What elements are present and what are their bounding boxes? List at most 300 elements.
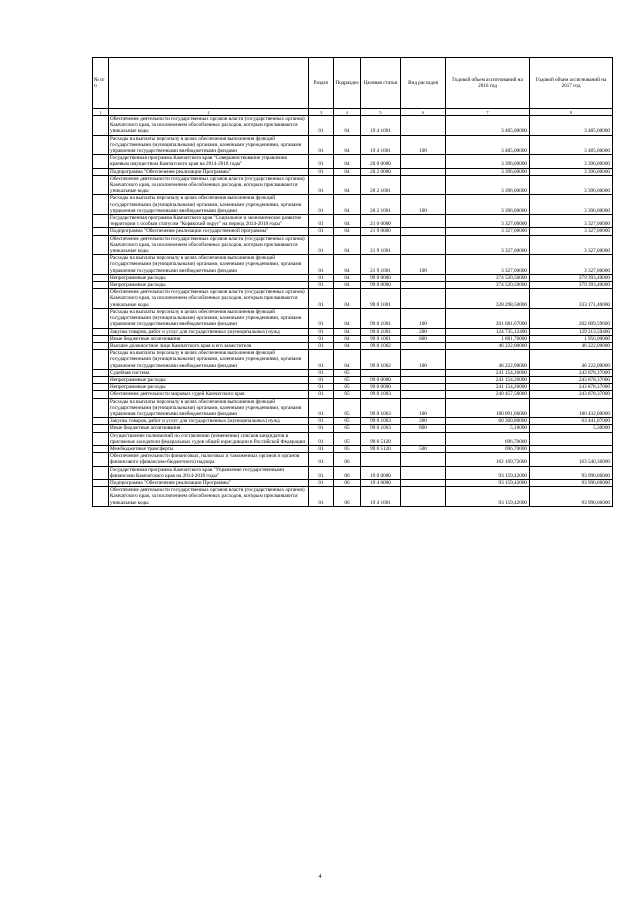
column-number: 2 (109, 109, 309, 116)
target-article-cell: 19 4 1001 (361, 116, 401, 136)
target-article-cell: 99 0 1001 (361, 308, 401, 328)
subsection-cell: 05 (334, 398, 361, 418)
amount-2016-cell: 1 881,70000 (446, 335, 530, 342)
expense-name-cell: Подпрограмма "Обеспечение реализации государственной программы" (109, 228, 309, 235)
amount-2017-cell: 46 222,00000 (530, 350, 613, 370)
amount-2017-cell: 3 396,00000 (530, 175, 613, 195)
expense-name-cell: Расходы на выплаты персоналу в целях обеспечения выполнения функций государственными (муниципальными) органами, казенными учреждениями, органами управления государственными внебюджетными фондами (109, 398, 309, 418)
section-cell: 01 (309, 255, 334, 275)
table-row (93, 308, 613, 328)
expense-name-cell: Обеспечение деятельности государственных органов власти (государственных органов) Камчатского края, за исключением обособленных расходов, которым присваиваются уникальные коды (109, 175, 309, 195)
section-cell: 01 (309, 418, 334, 425)
expense-type-cell (401, 116, 446, 136)
subsection-cell: 04 (334, 328, 361, 335)
amount-2017-cell: 180 432,00000 (530, 398, 613, 418)
amount-2017-cell: 243 878,37000 (530, 369, 613, 376)
table-row (93, 391, 613, 398)
header-amount-2017: Годовой объем ассигнований на 2017 год (530, 58, 613, 109)
section-cell: 01 (309, 274, 334, 281)
table-row (93, 479, 613, 486)
target-article-cell: 99 0 0000 (361, 384, 401, 391)
expense-type-cell (401, 376, 446, 383)
expense-name-cell: Межбюджетные трансферты (109, 445, 309, 452)
expense-type-cell: 200 (401, 328, 446, 335)
amount-2017-cell: 202 009,59600 (530, 308, 613, 328)
target-article-cell: 99 0 5120 (361, 445, 401, 452)
section-cell: 01 (309, 342, 334, 349)
subsection-cell: 04 (334, 255, 361, 275)
target-article-cell: 99 0 1003 (361, 391, 401, 398)
amount-2016-cell: 241 154,26000 (446, 369, 530, 376)
section-cell: 01 (309, 195, 334, 215)
header-subsection: Подраздел (334, 58, 361, 109)
amount-2017-cell (530, 432, 613, 445)
expense-name-cell: Иные бюджетные ассигнования (109, 335, 309, 342)
expense-type-cell (401, 391, 446, 398)
subsection-cell: 06 (334, 453, 361, 466)
amount-2016-cell: 241 154,26000 (446, 376, 530, 383)
expense-type-cell (401, 168, 446, 175)
table-row (93, 282, 613, 289)
table-row (93, 369, 613, 376)
section-cell: 01 (309, 116, 334, 136)
section-cell: 01 (309, 350, 334, 370)
subsection-cell: 05 (334, 418, 361, 425)
amount-2017-cell: 243 878,37000 (530, 384, 613, 391)
section-cell: 01 (309, 376, 334, 383)
expense-name-cell: Непрограммные расходы (109, 376, 309, 383)
amount-2017-cell: 379 393,40000 (530, 282, 613, 289)
expense-name-cell: Государственная программа Камчатского края "Совершенствование управления краевым имуществом Камчатского края на 2014-2018 годы" (109, 155, 309, 168)
table-row (93, 195, 613, 215)
amount-2017-cell: 3 327,00000 (530, 235, 613, 255)
expense-name-cell: Непрограммные расходы (109, 282, 309, 289)
section-cell: 01 (309, 135, 334, 155)
table-row (93, 342, 613, 349)
target-article-cell: 19 4 1001 (361, 487, 401, 507)
table-row (93, 432, 613, 445)
target-article-cell: 99 0 5120 (361, 432, 401, 445)
row-number-cell (93, 391, 109, 398)
expense-name-cell: Подпрограмма "Обеспечение реализации Программы" (109, 168, 309, 175)
table-row (93, 289, 613, 309)
subsection-cell: 05 (334, 376, 361, 383)
amount-2017-cell: 46 222,00000 (530, 342, 613, 349)
amount-2016-cell: 60 360,80000 (446, 418, 530, 425)
target-article-cell: 99 0 1003 (361, 425, 401, 432)
expense-type-cell: 200 (401, 418, 446, 425)
section-cell: 01 (309, 168, 334, 175)
column-number: 7 (446, 109, 530, 116)
expense-name-cell: Высшее должностное лицо Камчатского края и его заместители (109, 342, 309, 349)
row-number-cell (93, 328, 109, 335)
expense-name-cell: Иные бюджетные ассигнования (109, 425, 309, 432)
expense-type-cell (401, 235, 446, 255)
expense-name-cell: Непрограммные расходы (109, 384, 309, 391)
amount-2016-cell: 93 159,42000 (446, 479, 530, 486)
subsection-cell: 04 (334, 228, 361, 235)
header-section: Раздел (309, 58, 334, 109)
expense-name-cell: Закупка товаров, работ и услуг для государственных (муниципальных) нужд (109, 418, 309, 425)
table-row (93, 255, 613, 275)
expense-name-cell: Непрограммные расходы (109, 274, 309, 281)
column-number-row (93, 109, 613, 116)
amount-2017-cell: 3 485,00000 (530, 116, 613, 136)
row-number-cell (93, 342, 109, 349)
amount-2016-cell: 696,70000 (446, 445, 530, 452)
column-number: 6 (401, 109, 446, 116)
amount-2016-cell: 124 735,12400 (446, 328, 530, 335)
expense-type-cell: 100 (401, 398, 446, 418)
row-number-cell (93, 168, 109, 175)
subsection-cell: 06 (334, 479, 361, 486)
amount-2017-cell: 163 540,36000 (530, 453, 613, 466)
amount-2017-cell: 93 990,66000 (530, 479, 613, 486)
expense-name-cell: Обеспечение деятельности государственных органов власти (государственных органов) Камчатского края, за исключением обособленных расходов, которым присваиваются уникальные коды (109, 487, 309, 507)
section-cell: 01 (309, 335, 334, 342)
amount-2016-cell: 3 327,00000 (446, 228, 530, 235)
header-target-article: Целевая статья (361, 58, 401, 109)
expense-type-cell: 100 (401, 195, 446, 215)
amount-2016-cell: 3 485,00000 (446, 135, 530, 155)
amount-2016-cell: 3 396,00000 (446, 175, 530, 195)
expense-type-cell (401, 228, 446, 235)
expense-name-cell: Расходы на выплаты персоналу в целях обеспечения выполнения функций государственными (муниципальными) органами, казенными учреждениями, органами управления государственными внебюджетными фондами (109, 308, 309, 328)
amount-2017-cell: 5,30000 (530, 425, 613, 432)
amount-2016-cell: 3 396,00000 (446, 195, 530, 215)
amount-2016-cell: 5,10000 (446, 425, 530, 432)
target-article-cell (361, 369, 401, 376)
target-article-cell: 99 0 1003 (361, 398, 401, 418)
table-row (93, 116, 613, 136)
expense-name-cell: Государственная программа Камчатского края "Управление государственными финансами Камчатского края на 2014-2018 годы" (109, 466, 309, 479)
column-number: 8 (530, 109, 613, 116)
expense-type-cell (401, 466, 446, 479)
expense-type-cell (401, 215, 446, 228)
row-number-cell (93, 195, 109, 215)
section-cell: 01 (309, 479, 334, 486)
subsection-cell: 04 (334, 155, 361, 168)
amount-2016-cell: 3 327,00000 (446, 255, 530, 275)
target-article-cell: 99 0 1002 (361, 350, 401, 370)
row-number-cell (93, 308, 109, 328)
column-number: 3 (309, 109, 334, 116)
subsection-cell: 05 (334, 369, 361, 376)
subsection-cell: 04 (334, 282, 361, 289)
amount-2016-cell: 328 298,50000 (446, 289, 530, 309)
expense-type-cell: 100 (401, 255, 446, 275)
section-cell: 01 (309, 328, 334, 335)
table-row (93, 453, 613, 466)
row-number-cell (93, 282, 109, 289)
table-row (93, 235, 613, 255)
target-article-cell: 99 0 1001 (361, 328, 401, 335)
subsection-cell: 05 (334, 391, 361, 398)
section-cell: 01 (309, 235, 334, 255)
amount-2016-cell: 93 159,42000 (446, 487, 530, 507)
section-cell: 01 (309, 215, 334, 228)
table-body (93, 116, 613, 507)
subsection-cell: 04 (334, 235, 361, 255)
expense-type-cell (401, 479, 446, 486)
subsection-cell: 04 (334, 289, 361, 309)
subsection-cell: 04 (334, 135, 361, 155)
expense-name-cell: Расходы на выплаты персоналу в целях обеспечения выполнения функций государственными (муниципальными) органами, казенными учреждениями, органами управления государственными внебюджетными фондами (109, 195, 309, 215)
expense-name-cell: Расходы на выплаты персоналу в целях обеспечения выполнения функций государственными (муниципальными) органами, казенными учреждениями, органами управления государственными внебюджетными фондами (109, 255, 309, 275)
subsection-cell: 05 (334, 432, 361, 445)
amount-2016-cell: 696,70000 (446, 432, 530, 445)
table-row (93, 228, 613, 235)
row-number-cell (93, 350, 109, 370)
table-row (93, 215, 613, 228)
target-article-cell (361, 453, 401, 466)
amount-2017-cell: 1 956,00000 (530, 335, 613, 342)
subsection-cell: 06 (334, 487, 361, 507)
amount-2017-cell: 3 396,00000 (530, 155, 613, 168)
amount-2016-cell: 93 159,42000 (446, 466, 530, 479)
amount-2016-cell: 180 091,66000 (446, 398, 530, 418)
expense-type-cell (401, 342, 446, 349)
amount-2016-cell: 3 396,00000 (446, 168, 530, 175)
table-row (93, 335, 613, 342)
target-article-cell: 21 9 1001 (361, 255, 401, 275)
expense-name-cell: Обеспечение деятельности государственных органов власти (государственных органов) Камчатского края, за исключением обособленных расходов, которым присваиваются уникальные коды (109, 289, 309, 309)
row-number-cell (93, 135, 109, 155)
table-row (93, 155, 613, 168)
header-number: № п/п (93, 58, 109, 109)
section-cell: 01 (309, 155, 334, 168)
table-row (93, 418, 613, 425)
target-article-cell: 21 0 0000 (361, 215, 401, 228)
target-article-cell: 21 9 1001 (361, 235, 401, 255)
expense-type-cell: 800 (401, 335, 446, 342)
amount-2017-cell: 3 485,00000 (530, 135, 613, 155)
subsection-cell: 04 (334, 116, 361, 136)
expense-name-cell: Подпрограмма "Обеспечение реализации Программы" (109, 479, 309, 486)
target-article-cell: 99 0 1001 (361, 335, 401, 342)
row-number-cell (93, 398, 109, 418)
subsection-cell: 05 (334, 384, 361, 391)
row-number-cell (93, 445, 109, 452)
row-number-cell (93, 376, 109, 383)
target-article-cell: 20 0 0000 (361, 155, 401, 168)
section-cell: 01 (309, 175, 334, 195)
subsection-cell: 05 (334, 445, 361, 452)
expense-type-cell: 100 (401, 308, 446, 328)
amount-2016-cell: 46 222,00000 (446, 342, 530, 349)
header-amount-2016: Годовой объем ассигнований на 2016 год (446, 58, 530, 109)
row-number-cell (93, 369, 109, 376)
amount-2016-cell: 162 169,72000 (446, 453, 530, 466)
expense-type-cell (401, 155, 446, 168)
amount-2016-cell: 240 457,56000 (446, 391, 530, 398)
expense-type-cell (401, 384, 446, 391)
target-article-cell: 99 0 1001 (361, 289, 401, 309)
table-row (93, 445, 613, 452)
expense-type-cell (401, 453, 446, 466)
expense-name-cell: Государственная программа Камчатского края "Социальное и экономическое развитие территории с особым статусом "Корякский округ" на период 2014-2018 годы" (109, 215, 309, 228)
expense-name-cell: Обеспечение деятельности государственных органов власти (государственных органов) Камчатского края, за исключением обособленных расходов, которым присваиваются уникальные коды (109, 116, 309, 136)
row-number-cell (93, 453, 109, 466)
amount-2017-cell: 333 171,40000 (530, 289, 613, 309)
row-number-cell (93, 289, 109, 309)
row-number-cell (93, 255, 109, 275)
target-article-cell: 21 9 0000 (361, 228, 401, 235)
expense-name-cell: Расходы на выплаты персоналу в целях обеспечения выполнения функций государственными (муниципальными) органами, казенными учреждениями, органами управления государственными внебюджетными фондами (109, 350, 309, 370)
amount-2017-cell: 243 878,37000 (530, 391, 613, 398)
target-article-cell: 19 4 1001 (361, 135, 401, 155)
section-cell: 01 (309, 445, 334, 452)
subsection-cell: 04 (334, 342, 361, 349)
amount-2017-cell: 243 878,37000 (530, 376, 613, 383)
expense-type-cell (401, 432, 446, 445)
amount-2016-cell: 241 154,26000 (446, 384, 530, 391)
subsection-cell: 04 (334, 308, 361, 328)
amount-2017-cell: 63 441,07000 (530, 418, 613, 425)
expense-type-cell: 100 (401, 350, 446, 370)
subsection-cell: 04 (334, 195, 361, 215)
header-row (93, 58, 613, 109)
column-number: 5 (361, 109, 401, 116)
table-row (93, 274, 613, 281)
row-number-cell (93, 175, 109, 195)
row-number-cell (93, 155, 109, 168)
expense-type-cell (401, 282, 446, 289)
expense-type-cell (401, 369, 446, 376)
target-article-cell: 99 0 0000 (361, 376, 401, 383)
section-cell: 01 (309, 398, 334, 418)
amount-2017-cell: 3 396,00000 (530, 195, 613, 215)
section-cell: 01 (309, 308, 334, 328)
row-number-cell (93, 116, 109, 136)
amount-2017-cell (530, 445, 613, 452)
amount-2017-cell: 93 990,66000 (530, 487, 613, 507)
expense-name-cell: Осуществление полномочий по составлению (изменению) списков кандидатов в присяжные заседатели федеральных судов общей юрисдикции в Российской Федерации (109, 432, 309, 445)
section-cell: 01 (309, 369, 334, 376)
amount-2017-cell: 3 396,00000 (530, 168, 613, 175)
table-row (93, 466, 613, 479)
target-article-cell: 20 2 0000 (361, 168, 401, 175)
section-cell: 01 (309, 228, 334, 235)
amount-2017-cell: 3 327,00000 (530, 215, 613, 228)
target-article-cell: 99 0 1002 (361, 342, 401, 349)
subsection-cell: 05 (334, 425, 361, 432)
row-number-cell (93, 479, 109, 486)
row-number-cell (93, 425, 109, 432)
subsection-cell: 06 (334, 466, 361, 479)
row-number-cell (93, 274, 109, 281)
expense-name-cell: Закупка товаров, работ и услуг для государственных (муниципальных) нужд (109, 328, 309, 335)
expense-type-cell (401, 289, 446, 309)
expense-type-cell: 500 (401, 445, 446, 452)
row-number-cell (93, 335, 109, 342)
table-row (93, 350, 613, 370)
expense-name-cell: Обеспечение деятельности государственных органов власти (государственных органов) Камчатского края, за исключением обособленных расходов, которым присваиваются уникальные коды (109, 235, 309, 255)
table-row (93, 398, 613, 418)
target-article-cell: 99 0 1003 (361, 418, 401, 425)
expense-name-cell: Расходы на выплаты персоналу в целях обеспечения выполнения функций государственными (муниципальными) органами, казенными учреждениями, органами управления государственными внебюджетными фондами (109, 135, 309, 155)
section-cell: 01 (309, 384, 334, 391)
amount-2017-cell: 379 393,40000 (530, 274, 613, 281)
page-number: 4 (318, 874, 322, 880)
target-article-cell: 99 0 0000 (361, 274, 401, 281)
target-article-cell: 99 0 0000 (361, 282, 401, 289)
expense-name-cell: Обеспечение деятельности финансовых, налоговых и таможенных органов и органов финансового (финансово-бюджетного) надзора (109, 453, 309, 466)
amount-2016-cell: 3 485,00000 (446, 116, 530, 136)
section-cell: 01 (309, 282, 334, 289)
section-cell: 01 (309, 289, 334, 309)
amount-2017-cell: 93 990,66000 (530, 466, 613, 479)
column-number: 1 (93, 109, 109, 116)
section-cell: 01 (309, 453, 334, 466)
table-row (93, 425, 613, 432)
target-article-cell: 20 2 1001 (361, 175, 401, 195)
amount-2017-cell: 129 213,50400 (530, 328, 613, 335)
section-cell: 01 (309, 425, 334, 432)
section-cell: 01 (309, 466, 334, 479)
expense-name-cell: Обеспечение деятельности мировых судей Камчатского края (109, 391, 309, 398)
amount-2016-cell: 3 327,00000 (446, 235, 530, 255)
subsection-cell: 04 (334, 350, 361, 370)
expense-type-cell: 800 (401, 425, 446, 432)
amount-2016-cell: 46 222,00000 (446, 350, 530, 370)
target-article-cell: 19 0 0000 (361, 466, 401, 479)
expense-type-cell (401, 487, 446, 507)
row-number-cell (93, 418, 109, 425)
row-number-cell (93, 384, 109, 391)
table-row (93, 175, 613, 195)
section-cell: 01 (309, 391, 334, 398)
table-row (93, 376, 613, 383)
table-row (93, 135, 613, 155)
target-article-cell: 20 2 1001 (361, 195, 401, 215)
table-row (93, 384, 613, 391)
table-row (93, 487, 613, 507)
subsection-cell: 04 (334, 274, 361, 281)
target-article-cell: 19 4 0000 (361, 479, 401, 486)
section-cell: 01 (309, 487, 334, 507)
row-number-cell (93, 235, 109, 255)
row-number-cell (93, 215, 109, 228)
row-number-cell (93, 487, 109, 507)
amount-2017-cell: 3 327,00000 (530, 255, 613, 275)
expense-name-cell: Судебная система (109, 369, 309, 376)
budget-table (92, 57, 613, 507)
table-row (93, 168, 613, 175)
subsection-cell: 04 (334, 215, 361, 228)
amount-2016-cell: 374 520,50000 (446, 274, 530, 281)
subsection-cell: 04 (334, 335, 361, 342)
subsection-cell: 04 (334, 175, 361, 195)
table-row (93, 328, 613, 335)
expense-type-cell: 100 (401, 135, 446, 155)
amount-2017-cell: 3 327,00000 (530, 228, 613, 235)
header-expense-type: Вид расходов (401, 58, 446, 109)
section-cell: 01 (309, 432, 334, 445)
amount-2016-cell: 201 681,67000 (446, 308, 530, 328)
row-number-cell (93, 228, 109, 235)
subsection-cell: 04 (334, 168, 361, 175)
expense-type-cell (401, 274, 446, 281)
row-number-cell (93, 466, 109, 479)
header-name (109, 58, 309, 109)
amount-2016-cell: 374 520,50000 (446, 282, 530, 289)
row-number-cell (93, 432, 109, 445)
amount-2016-cell: 3 396,00000 (446, 155, 530, 168)
amount-2016-cell: 3 327,00000 (446, 215, 530, 228)
column-number: 4 (334, 109, 361, 116)
expense-type-cell (401, 175, 446, 195)
